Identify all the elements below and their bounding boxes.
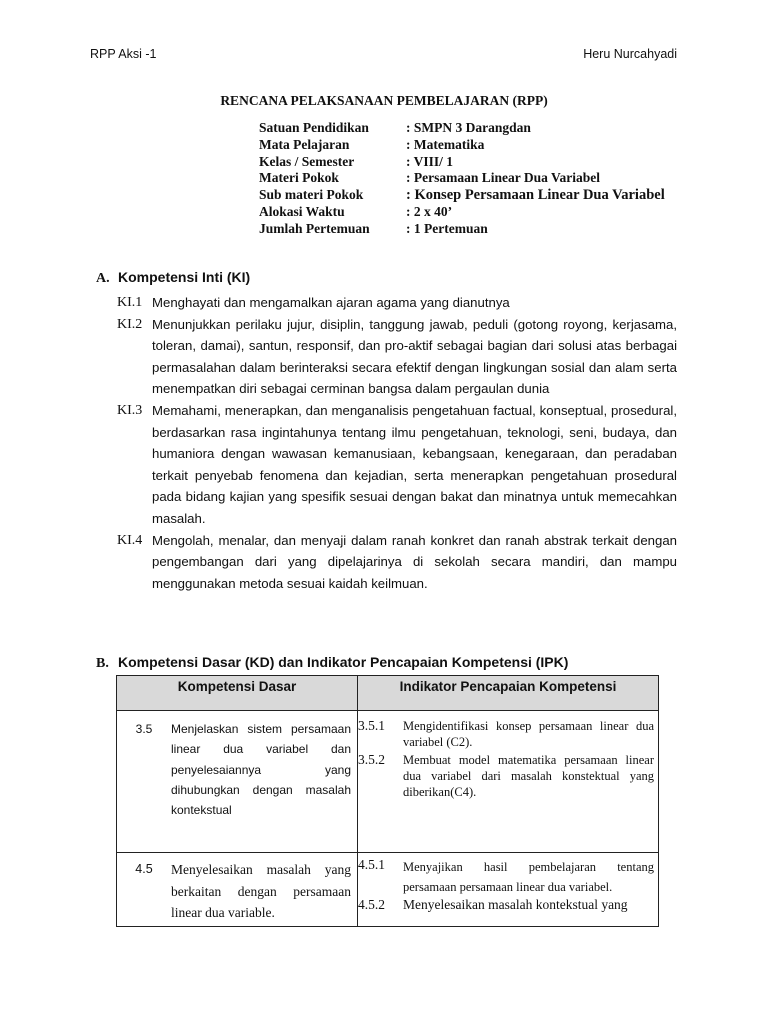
meta-label: Jumlah Pertemuan — [259, 220, 370, 236]
indicator-item — [358, 897, 658, 913]
meta-label: Satuan Pendidikan — [259, 120, 369, 135]
table-row — [117, 853, 659, 927]
meta-row — [259, 154, 665, 171]
ki-text: Menunjukkan perilaku jujur, disiplin, tanggung jawab, peduli (gotong royong, kerjasama, toleran, damai), santun, responsif, dan pro-aktif sebagai bagian dari solusi atas berbagai permasalahan dalam berinteraksi secara efektif dengan lingkungan sosial dan alam serta menempatkan diri sebagai cerminan bangsa dalam pergaulan dunia — [152, 316, 677, 397]
section-a-number: A. — [96, 271, 110, 286]
ki-item — [117, 400, 677, 530]
meta-value: : Persamaan Linear Dua Variabel — [406, 170, 601, 186]
kd-text: Menyelesaikan masalah yang berkaitan dengan persamaan linear dua variable. — [171, 862, 351, 920]
ipk-cell — [358, 711, 659, 853]
meta-row — [259, 204, 665, 221]
column-header-kd: Kompetensi Dasar — [117, 676, 358, 711]
indicator-text: Menyelesaikan masalah kontekstual yang — [403, 897, 628, 912]
kd-text: Menjelaskan sistem persamaan linear dua variabel dan penyelesaiannya yang dihubungkan dengan masalah kontekstual — [171, 722, 351, 818]
meta-value: : 1 Pertemuan — [406, 220, 488, 236]
page-header-left: RPP Aksi -1 — [90, 47, 157, 61]
kd-number: 3.5 — [135, 722, 153, 736]
meta-label: Kelas / Semester — [259, 153, 355, 169]
document-title: RENCANA PELAKSANAAN PEMBELAJARAN (RPP) — [220, 93, 548, 108]
meta-value: : Konsep Persamaan Linear Dua Variabel — [406, 187, 665, 204]
kd-ipk-table — [116, 675, 659, 927]
meta-row — [259, 170, 665, 187]
indicator-text: Menyajikan hasil pembelajaran tentang persamaan persamaan linear dua variabel. — [403, 860, 654, 894]
ki-text: Memahami, menerapkan, dan menganalisis pengetahuan factual, konseptual, prosedural, berdasarkan rasa ingintahunya tentang ilmu pengetahuan, teknologi, seni, budaya, dan humaniora dengan wawasan kemanusiaan, kebangsaan, kenegaraan, dan peradaban terkait penyebab fenomena dan kejadian, serta menerapkan pengetahuan prosedural pada bidang kajian yang spesifik sesuai dengan bakat dan minatnya untuk memecahkan masalah. — [152, 402, 677, 526]
section-b-heading — [96, 654, 568, 672]
meta-row — [259, 187, 665, 204]
kd-cell — [117, 853, 358, 927]
ki-number: KI.2 — [117, 316, 143, 332]
indicator-text: Membuat model matematika persamaan linear dua variabel dari masalah konstektual yang diberikan(C4). — [403, 753, 654, 799]
section-b-title: Kompetensi Dasar (KD) dan Indikator Pencapaian Kompetensi (IPK) — [118, 654, 569, 670]
kd-cell — [117, 711, 358, 853]
meta-value: : 2 x 40’ — [406, 203, 453, 219]
ipk-cell — [358, 853, 659, 927]
meta-value: : SMPN 3 Darangdan — [406, 120, 531, 135]
indicator-text: Mengidentifikasi konsep persamaan linear dua variabel (C2). — [403, 719, 654, 749]
meta-row — [259, 221, 665, 238]
meta-label: Alokasi Waktu — [259, 203, 345, 219]
table-header-row — [117, 676, 659, 711]
indicator-item — [358, 857, 658, 897]
section-a-heading — [96, 269, 250, 287]
ki-item — [117, 530, 677, 595]
indicator-number: 4.5.1 — [358, 857, 385, 872]
meta-value: : VIII/ 1 — [406, 153, 454, 169]
table-row — [117, 711, 659, 853]
section-b-number: B. — [96, 656, 109, 671]
ki-number: KI.1 — [117, 295, 143, 310]
ki-item — [117, 292, 677, 314]
meta-row — [259, 137, 665, 154]
ki-item — [117, 314, 677, 400]
meta-label: Mata Pelajaran — [259, 136, 350, 152]
ki-number: KI.3 — [117, 402, 143, 418]
indicator-number: 4.5.2 — [358, 897, 385, 912]
meta-row — [259, 120, 665, 137]
column-header-ipk: Indikator Pencapaian Kompetensi — [358, 676, 659, 711]
identity-block — [259, 120, 665, 238]
meta-value: : Matematika — [406, 136, 485, 152]
section-a-title: Kompetensi Inti (KI) — [118, 269, 251, 285]
ki-text: Menghayati dan mengamalkan ajaran agama yang dianutnya — [152, 295, 510, 310]
ki-text: Mengolah, menalar, dan menyaji dalam ranah konkret dan ranah abstrak terkait dengan pengembangan dari yang dipelajarinya di sekolah secara mandiri, dan mampu menggunakan metoda sesuai kaidah keilmuan. — [152, 532, 677, 591]
indicator-number: 3.5.1 — [358, 718, 385, 733]
page-header-right: Heru Nurcahyadi — [583, 47, 677, 61]
meta-label: Materi Pokok — [259, 170, 339, 186]
indicator-item — [358, 752, 658, 800]
meta-label: Sub materi Pokok — [259, 187, 364, 203]
kd-number: 4.5 — [135, 862, 153, 876]
ki-list — [117, 292, 677, 594]
indicator-item — [358, 718, 658, 750]
indicator-number: 3.5.2 — [358, 752, 385, 767]
ki-number: KI.4 — [117, 532, 143, 548]
